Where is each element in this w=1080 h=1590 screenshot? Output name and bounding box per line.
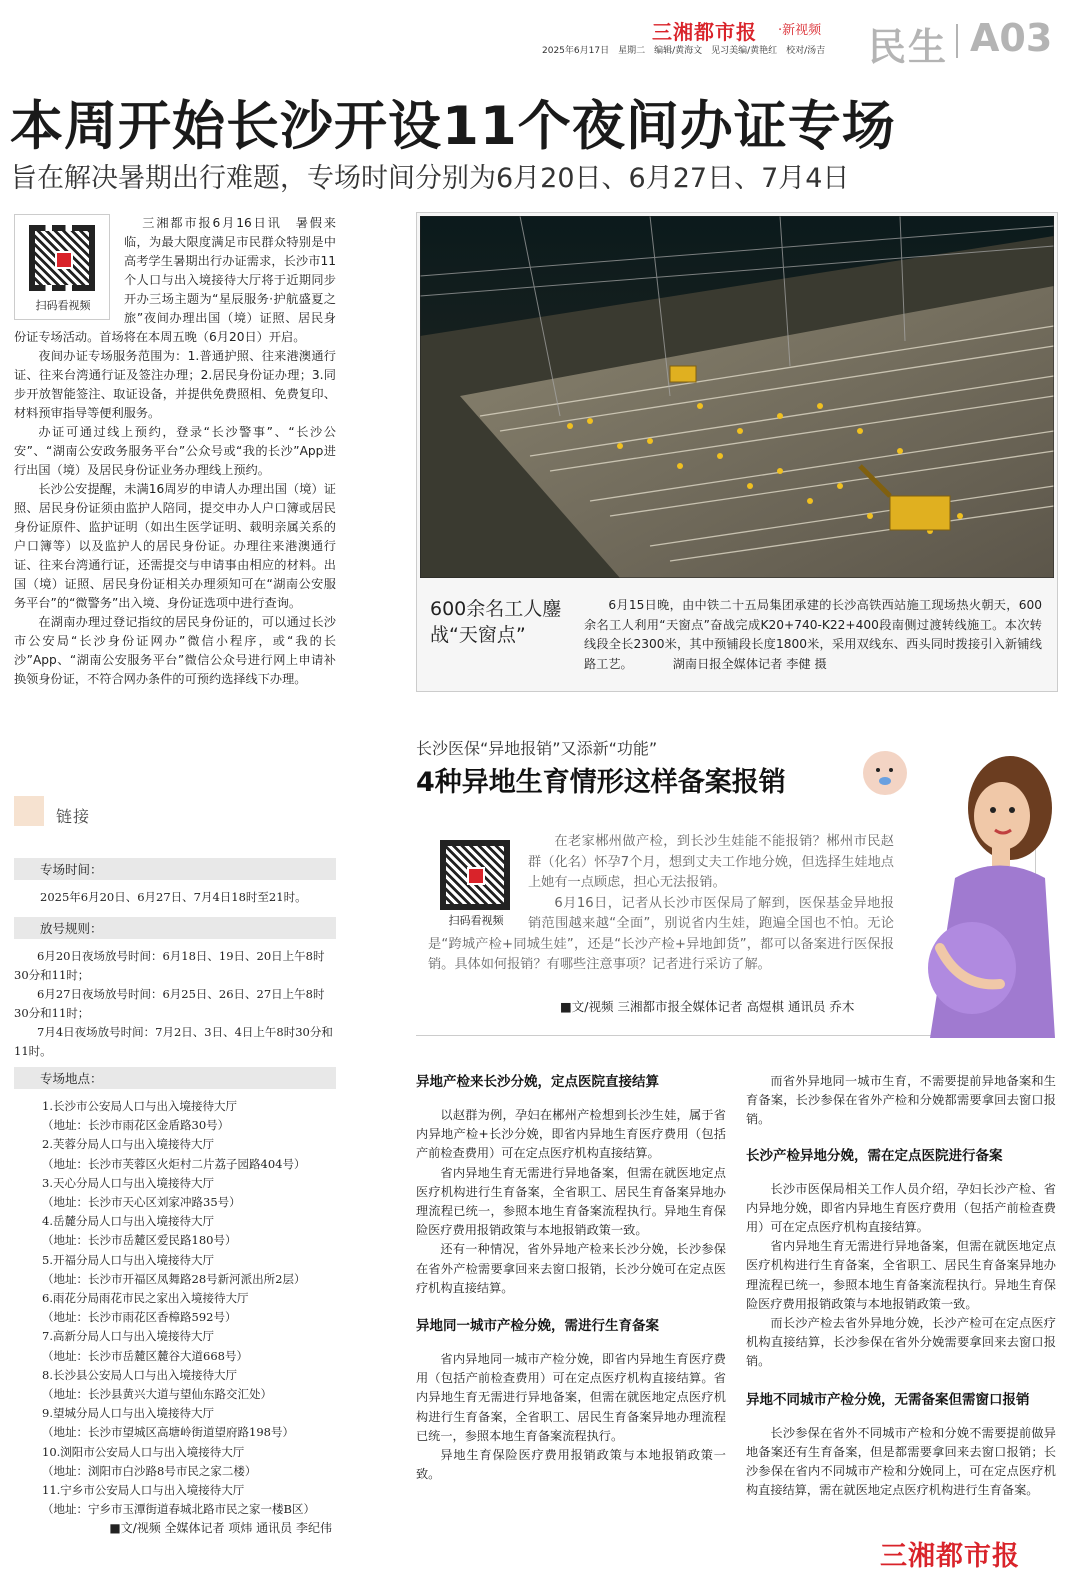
place-line: （地址：浏阳市白沙路8号市民之家二楼） [42, 1463, 257, 1478]
photo-credit: 湖南日报全媒体记者 李健 摄 [672, 656, 827, 671]
body-paragraph: 而省外异地同一城市生育，不需要提前异地备案和生育备案，长沙参保在省外产检和分娩都需要拿回去窗口报销。 [746, 1074, 1056, 1127]
railway-night-scene [420, 216, 1054, 578]
story1-paragraph: 办证可通过线上预约，登录“长沙警事”、“长沙公安”、“湖南公安政务服务平台”公众号或“我的长沙”App进行出国（境）及居民身份证业务办理线上预约。 [14, 425, 336, 477]
link-info [14, 858, 336, 1536]
story1-paragraph: 夜间办证专场服务范围为：1.普通护照、往来港澳通行证、往来台湾通行证及签注办理；2.居民身份证办理；3.同步开放智能签注、取证设备，并提供免费照相、免费复印、材料预审指导等便利服务。 [14, 349, 336, 420]
construction-photo [420, 216, 1054, 578]
page-number: A03 [970, 16, 1053, 60]
place-line: 7.高新分局人口与出入境接待大厅 [42, 1329, 214, 1344]
photo-caption-text: 6月15日晚，由中铁二十五局集团承建的长沙高铁西站施工现场热火朝天，600余名工人利用“天窗点”奋战完成K20+740-K22+400段南侧过渡转线施工。本次转线段全长2300米，其中预铺段长度1800米，采用双线东、西头同时拨接引入新铺线路工艺。 [584, 598, 1042, 671]
story1-byline: ■文/视频 全媒体记者 项炜 通讯员 李纪伟 [109, 1521, 332, 1536]
body-paragraph: 省内异地同一城市产检分娩，即省内异地生育医疗费用（包括产前检查费用）可在定点医疗机构直接结算。省内异地生育无需进行异地备案，但需在就医地定点医疗机构进行生育备案，全省职工、居民生育备案异地办理流程已统一，参照本地生育备案流程执行。 [416, 1352, 726, 1443]
places-list [14, 1097, 336, 1519]
qr-code-icon [29, 225, 95, 291]
story1-paragraph: 长沙公安提醒，未满16周岁的申请人办理出国（境）证照、居民身份证须由监护人陪同，提交申办人户口簿或居民身份证原件、监护证明（如出生医学证明、载明亲属关系的户口簿等）以及监护人的居民身份证。办理往来港澳通行证、往来台湾通行证，还需提交与申请事由相应的材料。出国（境）证照、居民身份证相关办理须知可在“湖南公安服务平台”的“微警务”出入境、身份证选项中进行查询。 [14, 482, 336, 610]
place-line: 6.雨花分局雨花市民之家出入境接待大厅 [42, 1291, 249, 1306]
place-line: 1.长沙市公安局人口与出入境接待大厅 [42, 1099, 237, 1113]
lead-paragraph: 在老家郴州做产检，到长沙生娃能不能报销？郴州市民赵群（化名）怀孕7个月，想到丈夫工作地分娩，但选择生娃地点上她有一点顾虑，担心无法报销。 [528, 834, 894, 890]
story2-col2 [746, 1072, 1056, 1500]
rule-item: 7月4日夜场放号时间：7月2日、3日、4日上午8时30分和11时。 [14, 1025, 333, 1058]
place-line: （地址：长沙市岳麓区麓谷大道668号） [42, 1348, 248, 1363]
qr-code-icon[interactable] [440, 840, 510, 910]
story2-kicker: 长沙医保“异地报销”又添新“功能” [416, 739, 658, 758]
place-line: 5.开福分局人口与出入境接待大厅 [42, 1252, 214, 1267]
photo-caption [584, 596, 1042, 674]
place-line: （地址：长沙市望城区高塘岭街道望府路198号） [42, 1425, 294, 1440]
place-line: 8.长沙县公安局人口与出入境接待大厅 [42, 1367, 237, 1382]
issue-meta: 2025年6月17日 星期二 编辑/黄海文 见习美编/黄艳红 校对/汤吉 [542, 46, 826, 56]
body-paragraph: 以赵群为例，孕妇在郴州产检想到长沙生娃，属于省内异地产检+长沙分娩，即省内异地生育医疗费用（包括产前检查费用）可在定点医疗机构直接结算。 [416, 1108, 726, 1161]
place-line: 9.望城分局人口与出入境接待大厅 [42, 1406, 214, 1421]
place-line: 11.宁乡市公安局人口与出入境接待大厅 [42, 1483, 245, 1498]
brand-sub: ·新视频 [778, 23, 822, 38]
subheadline: 旨在解决暑期出行难题，专场时间分别为6月20日、6月27日、7月4日 [10, 163, 850, 194]
place-line: （地址：长沙市芙蓉区火炬村二片荔子园路404号） [42, 1156, 306, 1171]
qr-caption: 扫码看视频 [448, 914, 504, 927]
body-paragraph: 而长沙产检去省外异地分娩，长沙产检可在定点医疗机构直接结算，长沙参保在省外分娩需要拿回来去窗口报销。 [746, 1316, 1056, 1369]
body-paragraph: 长沙参保在省外不同城市产检和分娩不需要提前做异地备案还有生育备案，但是都需要拿回来去窗口报销；长沙参保在省内不同城市产检和分娩同上，可在定点医疗机构直接结算，需在就医地定点医疗机构进行生育备案。 [746, 1425, 1056, 1498]
brand-logo: 三湘都市报 [652, 20, 757, 44]
section-heading: 异地同一城市产检分娩，需进行生育备案 [416, 1318, 659, 1335]
rules-label: 放号规则： [14, 917, 336, 939]
place-line: （地址：宁乡市玉潭街道春城北路市民之家一楼B区） [42, 1502, 315, 1517]
section-divider [956, 24, 958, 58]
place-line: （地址：长沙市天心区刘家冲路35号） [42, 1195, 241, 1210]
link-marker-icon [14, 796, 44, 826]
rule-item: 6月20日夜场放号时间：6月18日、19日、20日上午8时30分和11时； [14, 949, 325, 982]
places-label: 专场地点： [14, 1067, 336, 1089]
masthead [542, 16, 1065, 69]
body-paragraph: 异地生育保险医疗费用报销政策与本地报销政策一致。 [416, 1448, 726, 1482]
body-paragraph: 省内异地生育无需进行异地备案，但需在就医地定点医疗机构进行生育备案，全省职工、居民生育备案异地办理流程已统一，参照本地生育备案流程执行。异地生育保险医疗费用报销政策与本地报销政策一致。 [416, 1165, 726, 1238]
place-line: （地址：长沙县黄兴大道与望仙东路交汇处） [42, 1387, 272, 1402]
section-heading: 异地产检来长沙分娩，定点医院直接结算 [416, 1074, 659, 1090]
link-heading [14, 796, 164, 832]
section-name: 民生 [868, 25, 949, 69]
footer-brand-logo: 三湘都市报 [880, 1541, 1020, 1572]
lead-paragraph: 6月16日，记者从长沙市医保局了解到，医保基金异地报销范围越来越“全面”，别说省内生娃，跑遍全国也不怕。无论是“跨城产检+同城生娃”，还是“长沙产检+异地卸货”，都可以备案进行医保报销。具体如何报销？有哪些注意事项？记者进行采访了解。 [428, 895, 894, 972]
place-line: （地址：长沙市雨花区金盾路30号） [42, 1118, 230, 1133]
story2-col1 [416, 1072, 726, 1484]
story1-paragraph: 在湖南办理过登记指纹的居民身份证的，可以通过长沙市公安局“长沙身份证网办”微信小程序，或“我的长沙”App、“湖南公安服务平台”微信公众号进行网上申请补换领身份证，不符合网办条件的可预约选择线下办理。 [14, 615, 336, 686]
place-line: 4.岳麓分局人口与出入境接待大厅 [42, 1214, 214, 1229]
place-line: （地址：长沙市开福区凤舞路28号新河派出所2层） [42, 1271, 306, 1286]
section-heading: 异地不同城市产检分娩，无需备案但需窗口报销 [746, 1391, 1030, 1408]
photo-caption-title: 600余名工人鏖战“天窗点” [430, 598, 562, 646]
link-label: 链接 [56, 807, 91, 826]
place-line: 2.芙蓉分局人口与出入境接待大厅 [42, 1137, 214, 1152]
time-label: 专场时间： [14, 858, 336, 880]
place-line: 10.浏阳市公安局人口与出入境接待大厅 [42, 1444, 245, 1459]
body-paragraph: 省内异地生育无需进行异地备案，但需在就医地定点医疗机构进行生育备案，全省职工、居民生育备案异地办理流程已统一，参照本地生育备案流程执行。异地生育保险医疗费用报销政策与本地报销政策一致。 [746, 1239, 1056, 1311]
place-line: （地址：长沙市岳麓区爱民路180号） [42, 1233, 237, 1248]
body-paragraph: 长沙市医保局相关工作人员介绍，孕妇长沙产检、省内异地分娩，即省内异地生育医疗费用（包括产前检查费用）可在定点医疗机构直接结算。 [746, 1181, 1056, 1235]
section-heading: 长沙产检异地分娩，需在定点医院进行备案 [746, 1147, 1003, 1164]
headline: 本周开始长沙开设11个夜间办证专场 [10, 96, 896, 157]
place-line: 3.天心分局人口与出入境接待大厅 [42, 1175, 214, 1190]
story2-byline: ■文/视频 三湘都市报全媒体记者 高煜棋 通讯员 乔木 [560, 999, 855, 1014]
rule-item: 6月27日夜场放号时间：6月25日、26日、27日上午8时30分和11时； [14, 987, 325, 1020]
pregnant-woman-illustration [860, 748, 1060, 1038]
place-line: （地址：长沙市雨花区香樟路592号） [42, 1310, 237, 1325]
time-value: 2025年6月20日、6月27日、7月4日18时至21时。 [40, 890, 307, 904]
story2-title: 4种异地生育情形这样备案报销 [416, 767, 786, 798]
story1-paragraph: 三湘都市报6月16日讯 暑假来临，为最大限度满足市民群众特别是中高考学生暑期出行办证需求，长沙市11个人口与出入境接待大厅将于近期同步开办三场主题为“星辰服务·护航盛夏之旅”夜间办理出国（境）证照、居民身份证专场活动。首场将在本周五晚（6月20日）开启。 [14, 216, 336, 344]
qr-video-box[interactable] [14, 214, 110, 320]
body-paragraph: 还有一种情况，省外异地产检来长沙分娩，长沙参保在省外产检需要拿回来去窗口报销，长沙分娩可在定点医疗机构直接结算。 [416, 1242, 726, 1295]
qr-caption: 扫码看视频 [35, 299, 91, 312]
